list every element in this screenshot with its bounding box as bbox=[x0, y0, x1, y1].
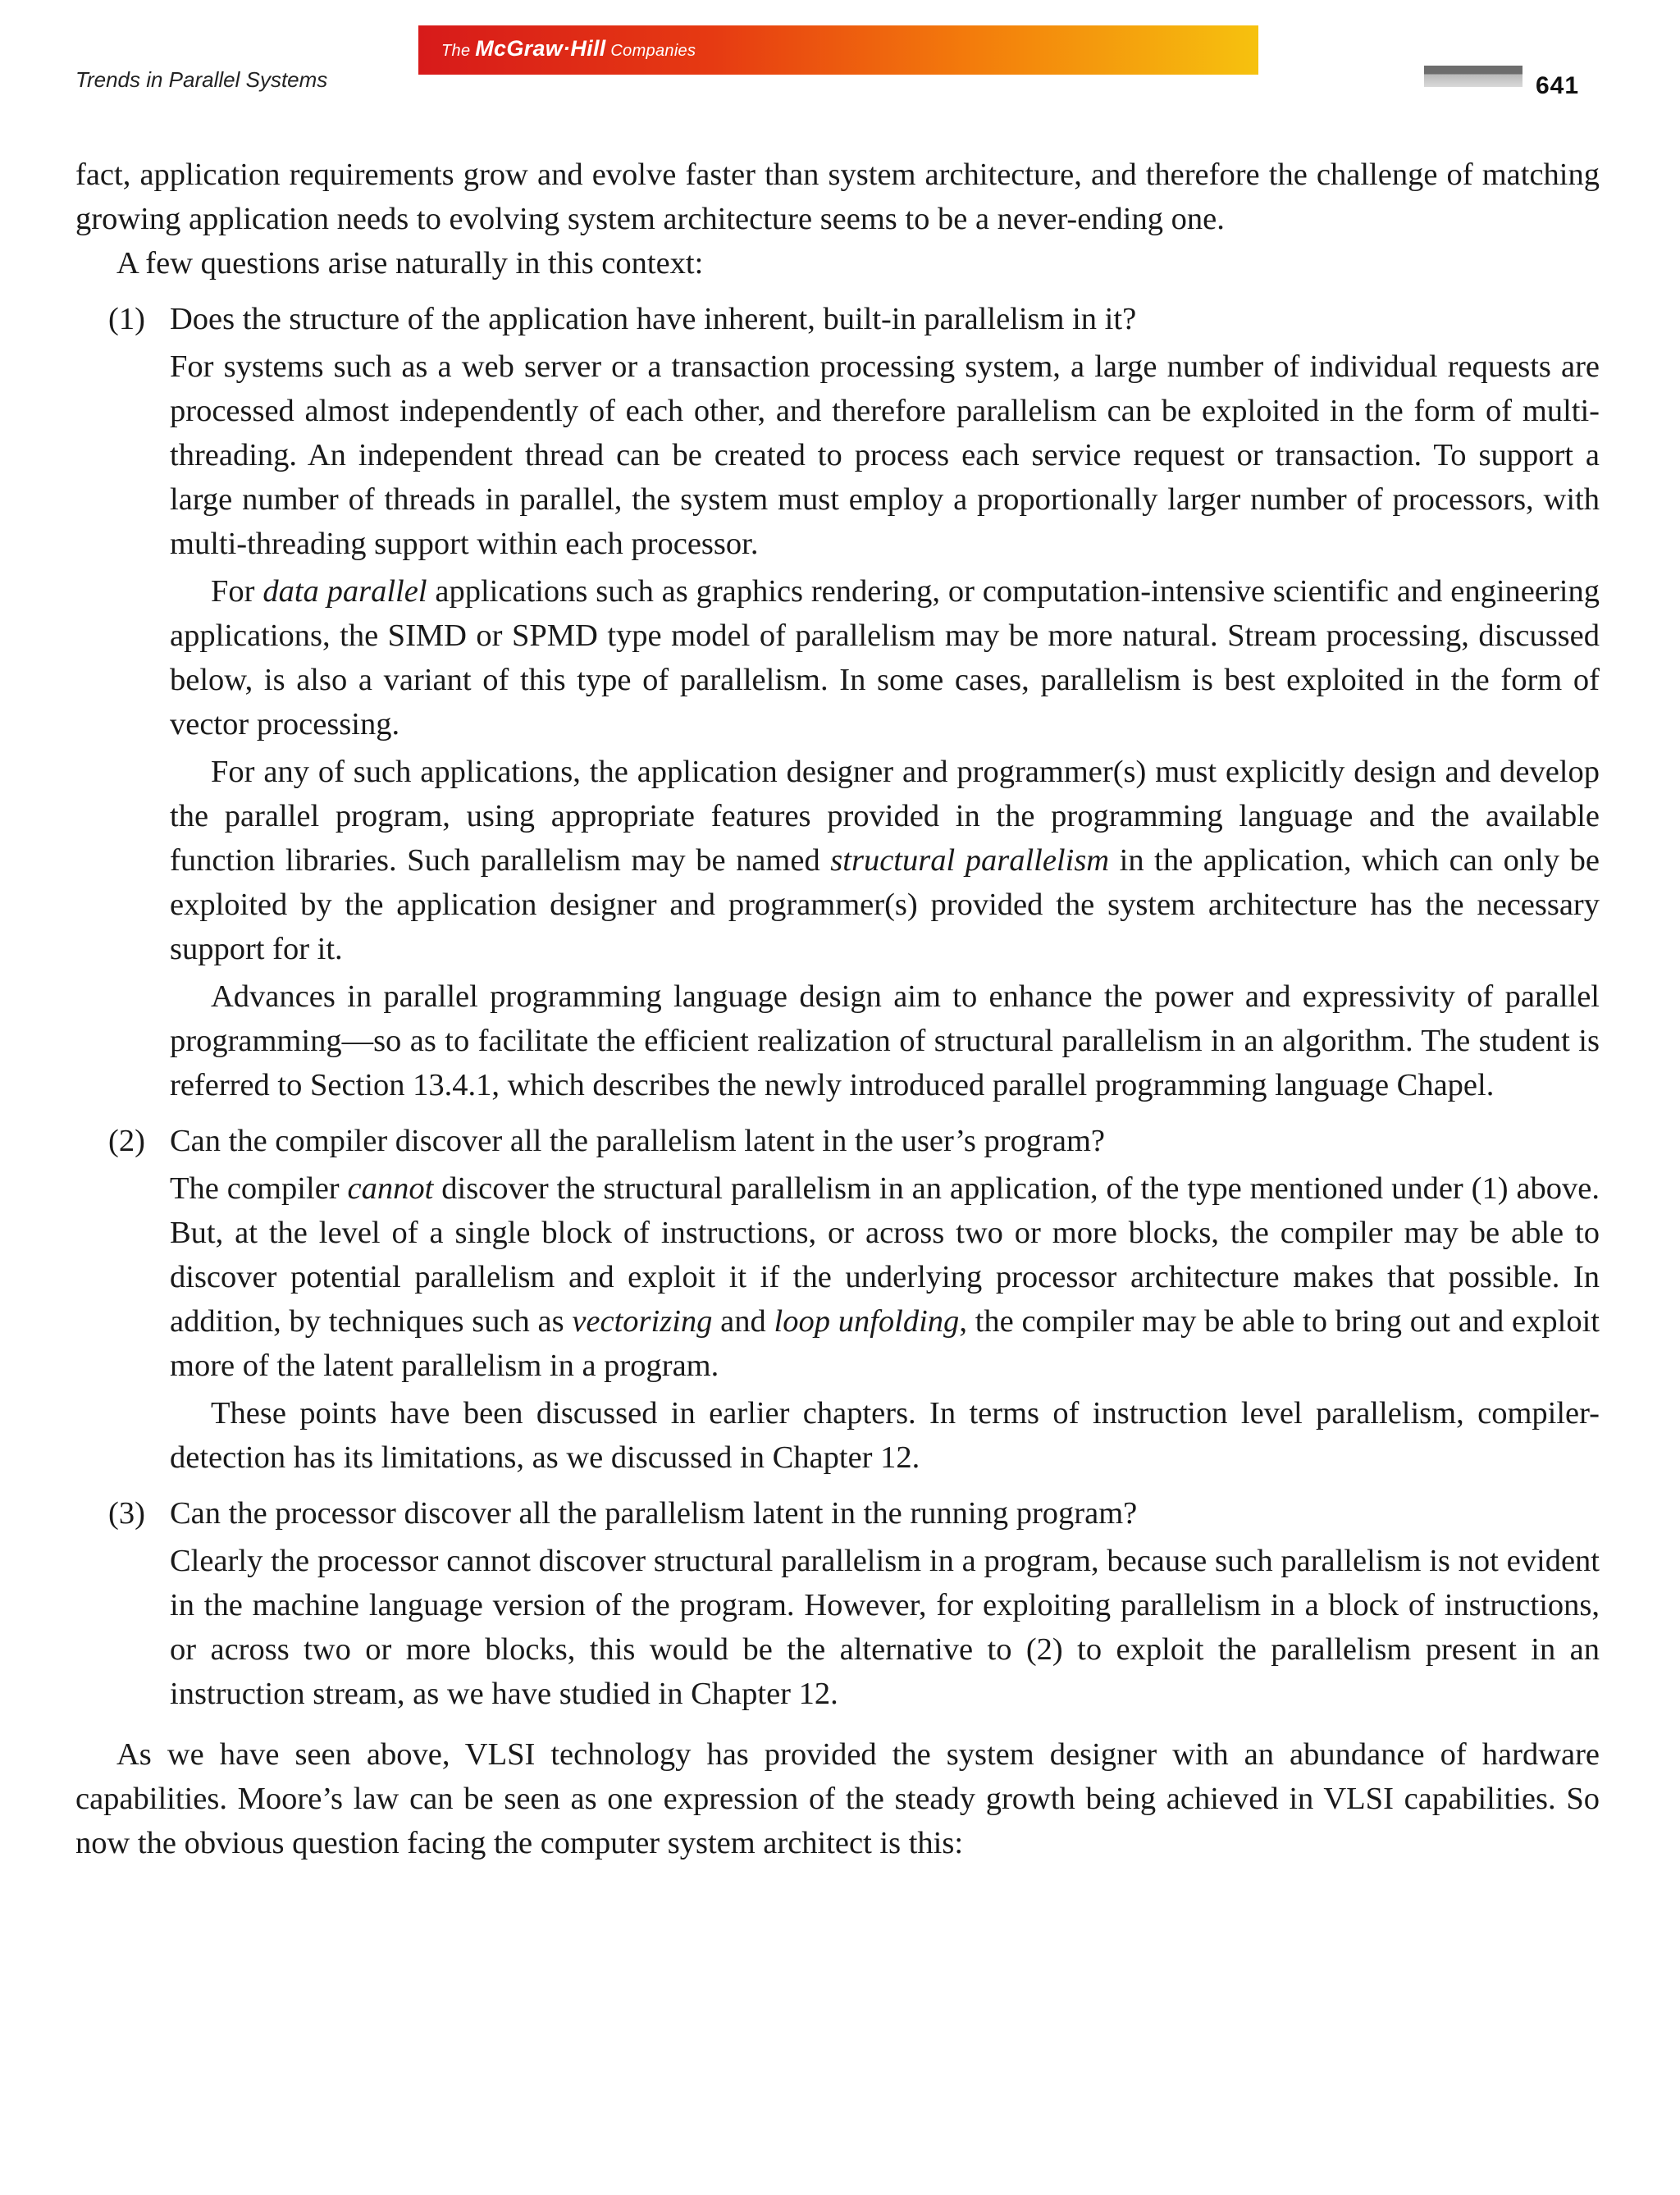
question-number: (1) bbox=[108, 302, 145, 336]
intro-paragraph: fact, application requirements grow and evolve faster than system architecture, and therefore the challenge of matching growing application needs to evolving system architecture seems to be a never-ending one. bbox=[75, 157, 1600, 236]
question-3 bbox=[75, 1491, 1600, 1716]
question-text: Does the structure of the application have inherent, built-in parallelism in it? bbox=[170, 302, 1137, 336]
question-text: Can the processor discover all the parallelism latent in the running program? bbox=[170, 1496, 1138, 1531]
publisher-banner bbox=[418, 25, 1258, 75]
answer-paragraph: For any of such applications, the application designer and programmer(s) must explicitly design and develop the parallel program, using appropriate features provided in the programming language and the available function libraries. Such parallelism may be named structural parallelism in the application, which can only be exploited by the application designer and programmer(s) provided the system architecture has the necessary support for it. bbox=[170, 755, 1600, 966]
intro-lead: A few questions arise naturally in this context: bbox=[116, 246, 704, 281]
publisher-logo: The McGraw·Hill Companies bbox=[441, 36, 696, 61]
page-number: 641 bbox=[1536, 72, 1580, 99]
question-number: (3) bbox=[108, 1496, 145, 1531]
answer-paragraph: Clearly the processor cannot discover structural parallelism in a program, because such parallelism is not evident in the machine language version of the program. However, for exploiting parallelism in a block of instructions, or across two or more blocks, this would be the alternative to (2) to exploit the parallelism present in an instruction stream, as we have studied in Chapter 12. bbox=[170, 1544, 1600, 1711]
answer-paragraph: For systems such as a web server or a transaction processing system, a large number of individual requests are processed almost independently of each other, and therefore parallelism can be exploited in the form of multi-threading. An independent thread can be created to process each service request or transaction. To support a large number of threads in parallel, the system must employ a proportionally larger number of processors, with multi-threading support within each processor. bbox=[170, 349, 1600, 561]
answer-paragraph: Advances in parallel programming language design aim to enhance the power and expressivity of parallel programming—so as to facilitate the efficient realization of structural parallelism in an algorithm. The student is referred to Section 13.4.1, which describes the newly introduced parallel programming language Chapel. bbox=[170, 979, 1600, 1102]
answer-paragraph: The compiler cannot discover the structural parallelism in an application, of the type mentioned under (1) above. But, at the level of a single block of instructions, or across two or more blocks, the compiler may be able to discover potential parallelism and exploit it if the underlying processor architecture makes that possible. In addition, by techniques such as vectorizing and loop unfolding, the compiler may be able to bring out and exploit more of the latent parallelism in a program. bbox=[170, 1171, 1600, 1383]
closing-paragraph: As we have seen above, VLSI technology has provided the system designer with an abundance of hardware capabilities. Moore’s law can be seen as one expression of the steady growth being achieved in VLSI capabilities. So now the obvious question facing the computer system architect is this: bbox=[75, 1737, 1600, 1860]
answer-paragraph: For data parallel applications such as graphics rendering, or computation-intensive scientific and engineering applications, the SIMD or SPMD type model of parallelism may be more natural. Stream processing, discussed below, is also a variant of this type of parallelism. In some cases, parallelism is best exploited in the form of vector processing. bbox=[170, 574, 1600, 742]
question-2 bbox=[75, 1119, 1600, 1480]
page-body bbox=[75, 153, 1600, 1865]
question-number: (2) bbox=[108, 1124, 145, 1158]
page-number-bar bbox=[1424, 66, 1522, 87]
running-head: Trends in Parallel Systems bbox=[75, 67, 328, 92]
question-text: Can the compiler discover all the parallelism latent in the user’s program? bbox=[170, 1124, 1106, 1158]
question-1 bbox=[75, 297, 1600, 1107]
answer-paragraph: These points have been discussed in earlier chapters. In terms of instruction level parallelism, compiler-detection has its limitations, as we discussed in Chapter 12. bbox=[170, 1396, 1600, 1475]
